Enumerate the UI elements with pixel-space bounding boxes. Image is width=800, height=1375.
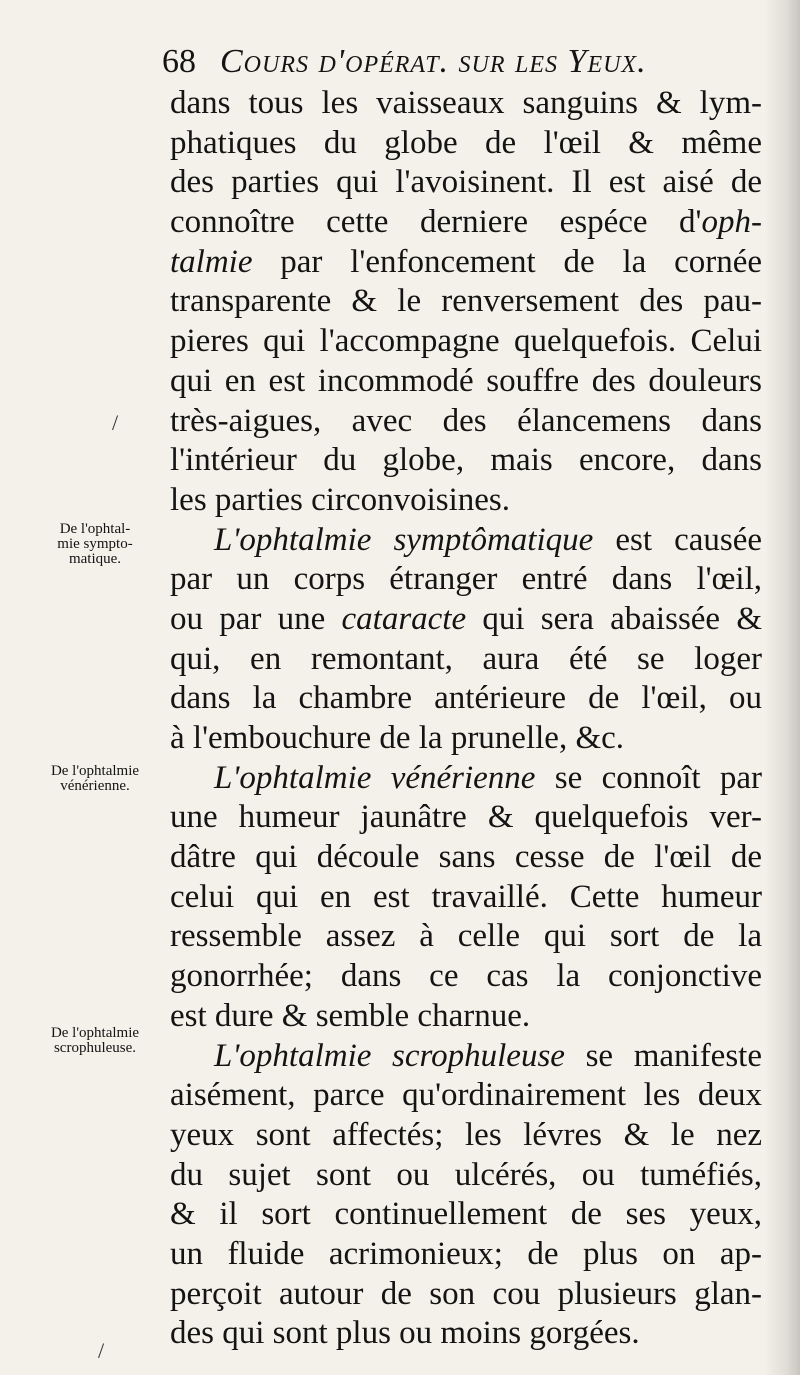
text-line xyxy=(170,1116,762,1156)
line-segment: celui qui en est travaillé. Cette humeur xyxy=(170,878,762,915)
text-line xyxy=(170,997,762,1037)
line-segment: gonorrhée; dans ce cas la conjonctive xyxy=(170,958,762,995)
margin-note-line: De l'ophtalmie xyxy=(50,1025,140,1041)
line-segment: se manifeste xyxy=(564,1037,762,1074)
text-line xyxy=(170,124,762,164)
line-segment: dâtre qui découle sans cesse de l'œil de xyxy=(170,839,762,876)
line-segment: ressemble assez à celle qui sort de la xyxy=(170,918,762,955)
text-line xyxy=(170,203,762,243)
line-segment: un fluide acrimonieux; de plus on ap- xyxy=(170,1235,762,1272)
line-segment: une humeur jaunâtre & quelquefois ver- xyxy=(170,799,762,836)
line-segment: dans la chambre antérieure de l'œil, ou xyxy=(170,680,762,717)
text-line xyxy=(170,917,762,957)
margin-note-venerienne xyxy=(20,764,170,794)
text-line xyxy=(170,640,762,680)
text-line xyxy=(170,481,762,521)
line-segment: dans tous les vaisseaux sanguins & lym- xyxy=(170,85,762,121)
margin-note-line: vénérienne. xyxy=(60,778,130,794)
stray-mark: / xyxy=(98,1338,105,1363)
line-segment: l'intérieur du globe, mais encore, dans xyxy=(170,442,762,479)
text-line xyxy=(170,560,762,600)
line-segment: par l'enfoncement de la cornée xyxy=(252,243,762,280)
margin-note-line: De l'ophtalmie xyxy=(50,763,140,779)
text-line xyxy=(170,322,762,362)
line-segment: des parties qui l'avoisinent. Il est aisé de xyxy=(170,164,762,201)
italic-term: L'ophtalmie symptômatique xyxy=(214,521,594,558)
line-segment: par un corps étranger entré dans l'œil, xyxy=(170,561,762,598)
line-segment: des qui sont plus ou moins gorgées. xyxy=(170,1315,640,1352)
text-line xyxy=(170,957,762,997)
margin-note-line: scrophuleuse. xyxy=(53,1040,137,1056)
text-line xyxy=(170,402,762,442)
line-segment: très-aigues, avec des élancemens dans xyxy=(170,402,762,439)
margin-note-line: De l'ophtal- xyxy=(59,521,131,537)
text-line xyxy=(170,679,762,719)
page-number: 68 xyxy=(162,43,196,80)
text-line xyxy=(170,838,762,878)
line-segment: transparente & le renversement des pau- xyxy=(170,283,762,320)
line-segment: du sujet sont ou ulcérés, ou tuméfiés, xyxy=(170,1156,762,1193)
line-segment: & il sort continuellement de ses yeux, xyxy=(170,1196,762,1233)
margin-note-line: mie sympto- xyxy=(57,536,133,552)
line-segment: qui en est incommodé souffre des douleurs xyxy=(170,362,762,399)
line-segment: est causée xyxy=(593,521,763,558)
line-segment: pieres qui l'accompagne quelquefois. Celui xyxy=(170,323,762,360)
italic-term: oph- xyxy=(701,204,762,241)
text-line xyxy=(170,878,762,918)
text-line xyxy=(170,521,762,561)
italic-term: L'ophtalmie vénérienne xyxy=(214,759,536,796)
body-text xyxy=(170,84,762,1354)
text-line xyxy=(170,719,762,759)
text-line xyxy=(170,1037,762,1077)
line-segment: perçoit autour de son cou plusieurs glan- xyxy=(170,1275,762,1312)
text-line xyxy=(170,1275,762,1315)
text-line xyxy=(170,243,762,283)
text-line xyxy=(170,84,762,124)
line-segment: aisément, parce qu'ordinairement les deux xyxy=(170,1077,762,1114)
text-line xyxy=(170,282,762,322)
text-line xyxy=(170,1076,762,1116)
line-segment: se connoît par xyxy=(535,759,762,796)
margin-note-symptomatique xyxy=(20,522,170,567)
line-segment: à l'embouchure de la prunelle, &c. xyxy=(170,720,625,756)
text-line xyxy=(170,163,762,203)
text-line xyxy=(170,1156,762,1196)
italic-term: talmie xyxy=(170,243,253,280)
line-segment: qui sera abaissée & xyxy=(466,600,762,637)
stray-mark: / xyxy=(112,410,119,435)
page-header xyxy=(162,40,762,84)
line-segment: les parties circonvoisines. xyxy=(170,481,510,518)
line-segment: ou par une xyxy=(170,600,342,637)
line-segment: est dure & semble charnue. xyxy=(170,997,531,1034)
text-line xyxy=(170,600,762,640)
running-title: Cours d'opérat. sur les Yeux. xyxy=(220,43,647,80)
text-line xyxy=(170,798,762,838)
binding-shadow xyxy=(764,0,800,1375)
text-line xyxy=(170,1195,762,1235)
italic-term: cataracte xyxy=(341,600,467,637)
text-line xyxy=(170,759,762,799)
margin-note-scrophuleuse xyxy=(20,1026,170,1056)
line-segment: yeux sont affectés; les lévres & le nez xyxy=(170,1116,762,1153)
italic-term: L'ophtalmie scrophuleuse xyxy=(214,1037,565,1074)
margin-note-line: matique. xyxy=(68,551,122,567)
line-segment: qui, en remontant, aura été se loger xyxy=(170,640,762,677)
line-segment: phatiques du globe de l'œil & même xyxy=(170,124,762,161)
text-line xyxy=(170,1314,762,1354)
text-line xyxy=(170,362,762,402)
text-line xyxy=(170,441,762,481)
text-line xyxy=(170,1235,762,1275)
line-segment: connoître cette derniere espéce d' xyxy=(170,204,702,241)
